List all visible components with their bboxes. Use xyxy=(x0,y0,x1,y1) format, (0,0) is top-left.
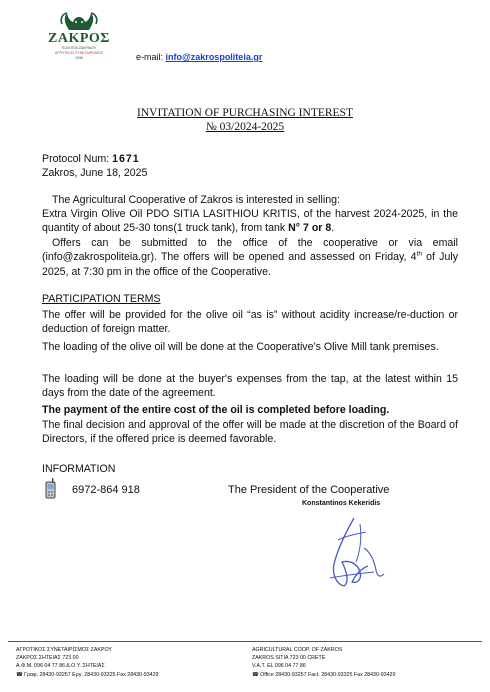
email-link[interactable]: info@zakrospoliteia.gr xyxy=(165,52,263,62)
logo-subtitle: ΠΟΛΙΤΕΙΑ ΖΑΚΡΙΝΟΥ xyxy=(61,46,97,50)
phone-icon: ☎ xyxy=(16,671,25,678)
term-2: The loading of the olive oil will be done at the Cooperative’s Olive Mill tank premises. xyxy=(42,341,439,353)
term-4: The payment of the entire cost of the oil is completed before loading. xyxy=(42,404,390,416)
offers-text-a: Offers can be submitted to the office of the cooperative or via email (info@zakrospoliteia.gr). The offers will be opened and assessed on Friday, 4 xyxy=(42,237,458,264)
footer-left-line: ΖΑΚΡΟΣ ΣΗΤΕΙΑΣ 723 00 xyxy=(16,655,79,662)
footer-right-line: ☎ Office 28430-93257 Fact. 28430-93325 Fax 28430-93429 xyxy=(252,671,396,678)
footer-divider xyxy=(8,641,482,642)
phone-icon: ☎ xyxy=(252,671,261,678)
title-line-1: INVITATION OF PURCHASING INTEREST xyxy=(137,107,353,119)
offers-paragraph xyxy=(42,236,458,279)
email-label: e-mail: xyxy=(136,52,164,62)
protocol-number: 1671 xyxy=(112,153,140,165)
info-heading: INFORMATION xyxy=(42,463,116,475)
logo-year: 1936 xyxy=(75,56,83,60)
place-date: Zakros, June 18, 2025 xyxy=(42,167,148,180)
footer-right-line: AGRICULTURAL COOP. OF ZAKROS xyxy=(252,647,343,653)
term-5: The final decision and approval of the offer will be made at the discretion of the Board of Directors, if the offered price is deemed favorable. xyxy=(42,419,458,446)
tank-number: N° 7 or 8 xyxy=(288,222,332,235)
protocol-label: Protocol Num: xyxy=(42,153,110,165)
president-title: The President of the Cooperative xyxy=(228,484,390,496)
goat-emblem-icon xyxy=(57,10,101,32)
term-1: The offer will be provided for the olive oil “as is” without acidity increase/re-duction or deduction of foreign matter. xyxy=(42,309,458,336)
footer-greek xyxy=(16,646,159,679)
title-line-2: № 03/2024-2025 xyxy=(205,121,285,133)
signature xyxy=(316,512,388,599)
footer-left-line: Α.Φ.Μ. 096 04 77 86 Δ.Ο.Υ. ΣΗΤΕΙΑΣ xyxy=(16,663,105,670)
email-line xyxy=(136,52,262,62)
document-title xyxy=(0,106,490,134)
president-name: Konstantinos Kekeridis xyxy=(302,500,381,507)
logo-subtitle-2: ΑΓΡΟΤΙΚΟΣ ΣΥΝΕΤΑΙΡΙΣΜΟΣ xyxy=(54,51,104,55)
term-3: The loading will be done at the buyer's expenses from the tap, at the latest within 15 days from the date of the agreement. xyxy=(42,373,458,400)
mobile-phone-icon xyxy=(44,478,58,505)
footer-right-line: V.A.T. EL 096 04 77 86 xyxy=(252,663,306,670)
intro-line: The Agricultural Cooperative of Zakros is interested in selling: xyxy=(52,194,340,206)
footer-english xyxy=(252,646,395,679)
footer-left-line: ΑΓΡΟΤΙΚΟΣ ΣΥΝΕΤΑΙΡΙΣΜΟΣ ΖΑΚΡΟΥ xyxy=(16,647,112,653)
intro-end: . xyxy=(331,222,335,235)
offers-text-b: of July 2025, at 7:30 pm in the office of the Cooperative. xyxy=(42,251,458,278)
protocol-block xyxy=(42,152,458,181)
footer-right-line: ZAKROS SITIA 723 00 CRETE xyxy=(252,655,326,662)
logo-wordmark: ΖΑΚΡΟΣ xyxy=(48,31,110,46)
cooperative-logo xyxy=(48,10,110,61)
offers-sup: th xyxy=(416,250,422,258)
phone-number: 6972-864 918 xyxy=(72,484,140,496)
terms-heading: PARTICIPATION TERMS xyxy=(42,293,161,305)
footer-left-line: ☎ Γραφ. 28430-93257 Εργ. 28430-93325 Fax 28430-93429 xyxy=(16,671,159,678)
intro-text: Extra Virgin Olive Oil PDO SITIA LASITHIOU KRITIS, of the harvest 2024-2025, in the quantity of about 25-30 tons(1 truck tank), from tank xyxy=(42,208,458,235)
intro-paragraph xyxy=(42,207,458,236)
